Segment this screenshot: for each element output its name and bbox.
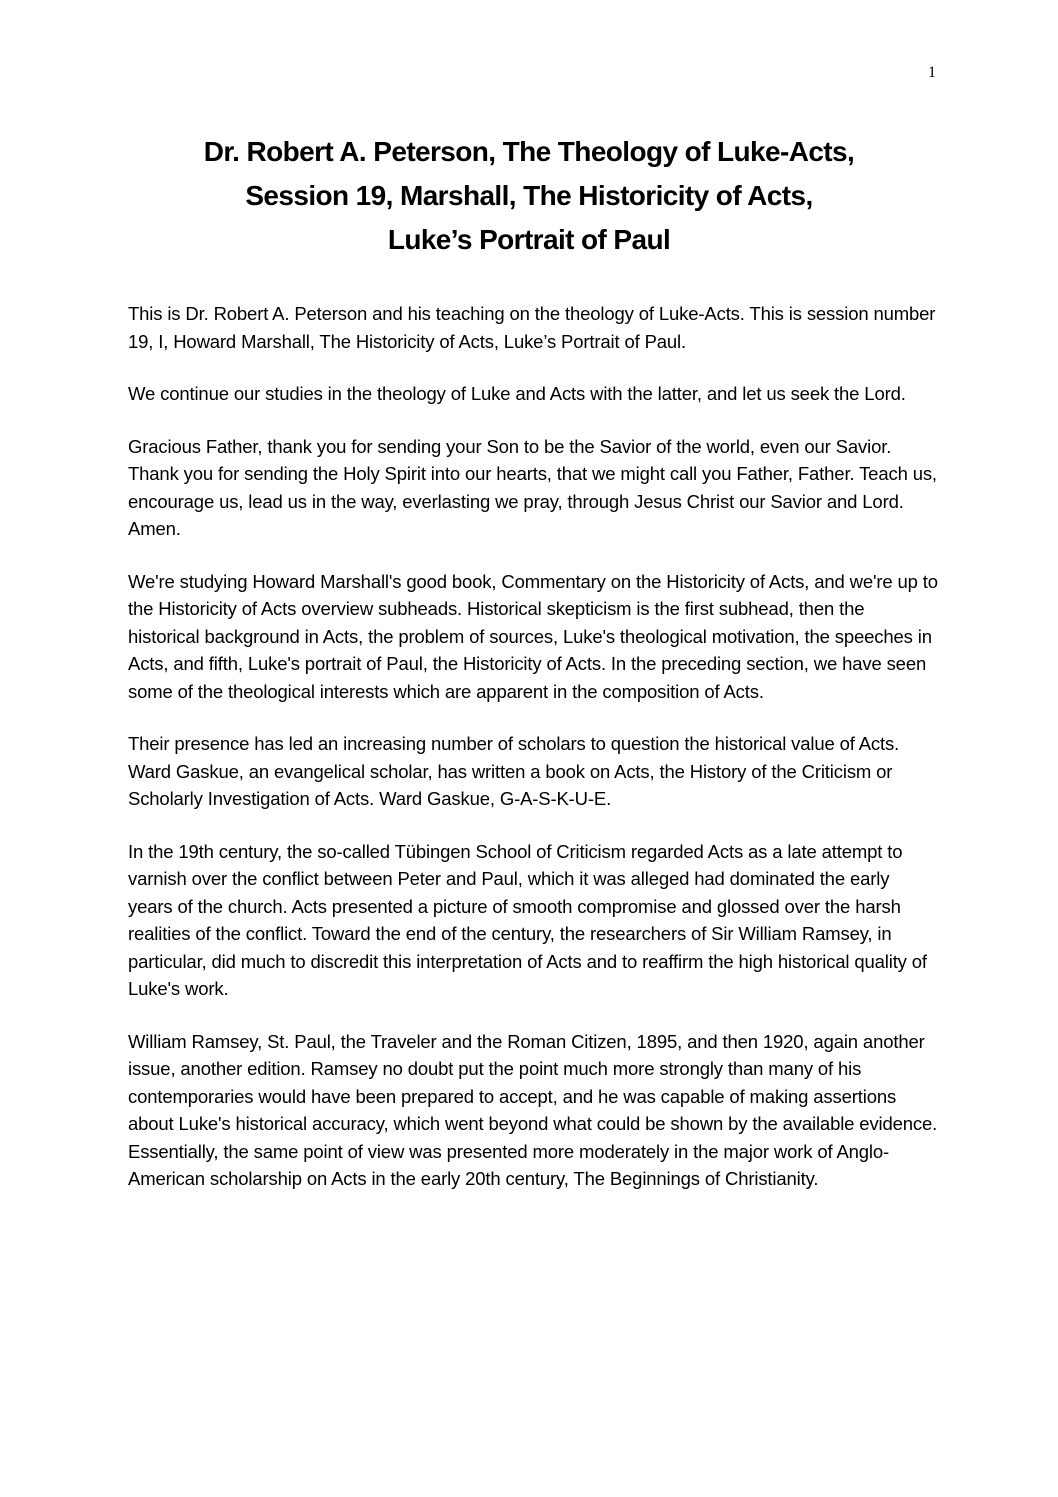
paragraph-intro: This is Dr. Robert A. Peterson and his teaching on the theology of Luke-Acts. This is session number 19, I, Howard Marshall, The Historicity of Acts, Luke’s Portrait of Paul.	[128, 303, 936, 352]
title-line-1: Dr. Robert A. Peterson, The Theology of Luke-Acts,	[203, 136, 855, 167]
title-line-2: Session 19, Marshall, The Historicity of Acts,	[245, 180, 813, 211]
document-title	[90, 130, 968, 262]
paragraph-continue: We continue our studies in the theology of Luke and Acts with the latter, and let us seek the Lord.	[128, 383, 906, 404]
paragraph-scholars: Their presence has led an increasing number of scholars to question the historical value of Acts. Ward Gaskue, an evangelical scholar, has written a book on Acts, the History of the Criticism or Scholarly Investigation of Acts. Ward Gaskue, G-A-S-K-U-E.	[128, 733, 900, 809]
page-number: 1	[928, 64, 936, 81]
paragraph-prayer: Gracious Father, thank you for sending your Son to be the Savior of the world, even our Savior. Thank you for sending the Holy Spirit into our hearts, that we might call you Father, Father. Teach us, encourage us, lead us in the way, everlasting we pray, through Jesus Christ our Savior and Lord. Amen.	[128, 435, 937, 539]
paragraph-tubingen: In the 19th century, the so-called Tübingen School of Criticism regarded Acts as a late attempt to varnish over the conflict between Peter and Paul, which it was alleged had dominated the early years of the church. Acts presented a picture of smooth compromise and glossed over the harsh realities of the conflict. Toward the end of the century, the researchers of Sir William Ramsey, in particular, did much to discredit this interpretation of Acts and to reaffirm the high historical quality of Luke's work.	[128, 840, 927, 999]
paragraph-overview: We're studying Howard Marshall's good book, Commentary on the Historicity of Acts, and we're up to the Historicity of Acts overview subheads. Historical skepticism is the first subhead, then the historical background in Acts, the problem of sources, Luke's theological motivation, the speeches in Acts, and fifth, Luke's portrait of Paul, the Historicity of Acts. In the preceding section, we have seen some of the theological interests which are apparent in the composition of Acts.	[128, 570, 938, 702]
paragraph-ramsey: William Ramsey, St. Paul, the Traveler and the Roman Citizen, 1895, and then 1920, again another issue, another edition. Ramsey no doubt put the point much more strongly than many of his contemporaries would have been prepared to accept, and he was capable of making assertions about Luke's historical accuracy, which went beyond what could be shown by the available evidence. Essentially, the same point of view was presented more moderately in the major work of Anglo-American scholarship on Acts in the early 20th century, The Beginnings of Christianity.	[128, 1030, 938, 1189]
title-line-3: Luke’s Portrait of Paul	[387, 224, 671, 255]
document-body	[128, 300, 938, 1218]
